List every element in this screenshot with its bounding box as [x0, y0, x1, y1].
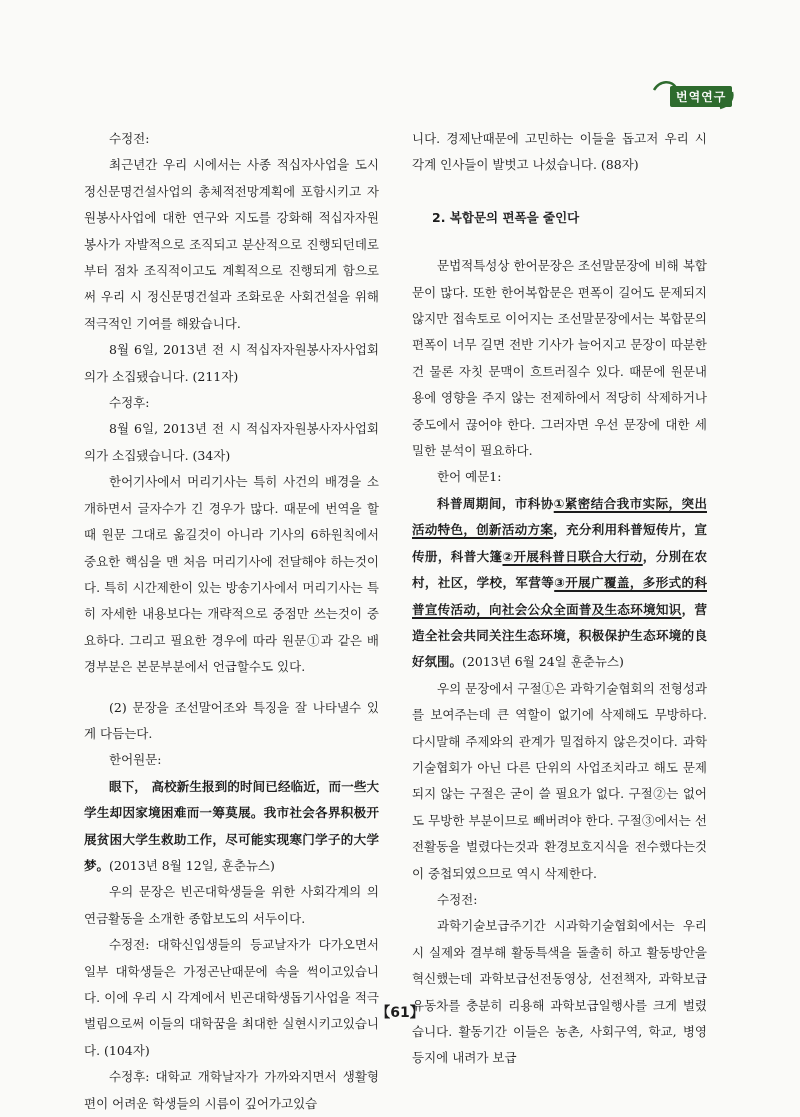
paragraph: 우의 문장은 빈곤대학생들을 위한 사회각계의 의연금활동을 소개한 종합보도의 서두이다. [84, 884, 379, 926]
paragraph: 과학기술보급주기간 시과학기술협회에서는 우리 시 실제와 결부해 활동특색을 돌출히 하고 활동방안을 혁신했는데 과학보급선전동영상, 선전책자, 과학보급유동차를 충분히 리용해 과학보급일행사를 크게 벌렸습니다. 활동기간 이들은 농촌, 사회구역, 학교, 병영 등지에 내려가 보급 [412, 918, 707, 1066]
spacer [84, 681, 379, 695]
left-column [84, 126, 379, 1117]
source-citation: (2013년 8월 12일, 훈춘뉴스) [109, 857, 275, 873]
chinese-text: ，分別在农村，社区，学校，军营等 [412, 548, 707, 591]
underlined-clause-3: ③开展广覆盖，多形式的科普宣传活动，向社会公众全面普及生态环境知识 [412, 575, 707, 617]
right-column [412, 126, 707, 1072]
chinese-text: ，充分利用科普短传片，宣传册，科普大篷 [412, 522, 707, 564]
paragraph: 최근년간 우리 시에서는 사종 적십자사업을 도시정신문명건설사업의 총체적전망계획에 포함시키고 자원봉사사업에 대한 연구와 지도를 강화해 적십자자원봉사가 자발적으로 조직되고 분산적으로 진행되던데로부터 점차 조직적이고도 계획적으로 진행되게 함으로써 우리 시 정신문명건설과 조화로운 사회건설을 위해 적극적인 기여를 해왔습니다. [84, 157, 379, 331]
label-chinese-original: 한어원문: [109, 752, 162, 768]
chinese-example [84, 774, 379, 880]
paragraph: 우의 문장에서 구절①은 과학기술협회의 전형성과를 보여주는데 큰 역할이 없기에 삭제해도 무방하다. 다시말해 주제와의 관계가 밀접하지 않은것이다. 과학기술협회가 아닌 다른 단위의 사업조치라고 해도 문제되지 않는 구절은 굳이 쓸 필요가 없다. 구절②는 없어도 무방한 부분이므로 빼버려야 한다. 구절③에서는 선전활동을 벌렸다는것과 환경보호지식을 전수했다는것이 중첩되였으므로 역시 삭제한다. [412, 680, 707, 881]
label-chinese-example: 한어 예문1: [437, 469, 502, 485]
underlined-clause-2: ②开展科普日联合大行动 [502, 548, 643, 564]
paragraph: 수정후: 대학교 개학날자가 가까와지면서 생활형편이 어려운 학생들의 시름이 깊어가고있습 [84, 1069, 379, 1111]
magazine-logo [650, 78, 736, 112]
label-before-edit: 수정전: [109, 131, 150, 146]
chinese-example [412, 491, 707, 676]
paragraph: 니다. 경제난때문에 고민하는 이들을 돕고저 우리 시 각계 인사들이 발벗고 나섰습니다. (88자) [412, 131, 707, 173]
underlined-clause-1: ①紧密结合我市实际，突出活动特色，创新活动方案 [412, 495, 707, 538]
page-number: 【61】 [376, 1005, 424, 1021]
section-item: (2) 문장을 조선말어조와 특징을 잘 나타낼수 있게 다듬는다. [84, 699, 379, 741]
chinese-text: 眼下， 高校新生报到的时间已经临近，而一些大学生却因家境困难而一筹莫展。我市社会各界积极开展贫困大学生救助工作，尽可能实现寒门学子的大学梦。 [84, 778, 379, 873]
section-heading: 2. 복합문의 편폭을 줄인다 [432, 209, 580, 225]
label-after-edit: 수정후: [109, 395, 150, 411]
paragraph: 8월 6일, 2013년 전 시 적십자자원봉사자사업회의가 소집됐습니다. (211자) [84, 342, 379, 384]
paragraph: 한어기사에서 머리기사는 특히 사건의 배경을 소개하면서 글자수가 긴 경우가 많다. 때문에 번역을 할 때 원문 그대로 옮길것이 아니라 기사의 6하원칙에서 중요한 핵심을 맨 처음 머리기사에 전달해야 하는것이다. 특히 시간제한이 있는 방송기사에서 머리기사는 특히 자세한 내용보다는 개략적으로 중점만 쓰는것이 중요하다. 그리고 필요한 경우에 따라 원문①과 같은 배경부분은 본문부분에서 언급할수도 있다. [84, 474, 379, 675]
paragraph: 수정전: 대학신입생들의 등교날자가 다가오면서 일부 대학생들은 가정곤난때문에 속을 썩이고있습니다. 이에 우리 시 각계에서 빈곤대학생돕기사업을 적극 벌림으로써 이들의 대학꿈을 최대한 실현시키고있습니다. (104자) [84, 937, 379, 1058]
chinese-text: ，营造全社会共同关注生态环境，积极保护生态环境的良好氛围。 [412, 601, 707, 670]
chinese-text: 科普周期间，市科协 [437, 495, 554, 511]
paragraph: 문법적특성상 한어문장은 조선말문장에 비해 복합문이 많다. 또한 한어복합문은 편폭이 길어도 문제되지 않지만 접속토로 이어지는 조선말문장에서는 복합문의 편폭이 너무 길면 전반 기사가 늘어지고 문장이 따분한건 물론 자칫 문맥이 흐트러질수 있다. 때문에 원문내용에 영향을 주지 않는 전제하에서 적당히 삭제하거나 중도에서 끊어야 한다. 그러자면 우선 문장에 대한 세밀한 분석이 필요하다. [412, 258, 707, 459]
source-citation: (2013년 6월 24일 훈춘뉴스) [462, 654, 624, 670]
label-before-edit: 수정전: [437, 891, 478, 907]
logo-text: 번역연구 [670, 86, 732, 107]
paragraph: 8월 6일, 2013년 전 시 적십자자원봉사자사업회의가 소집됐습니다. (34자) [84, 421, 379, 463]
